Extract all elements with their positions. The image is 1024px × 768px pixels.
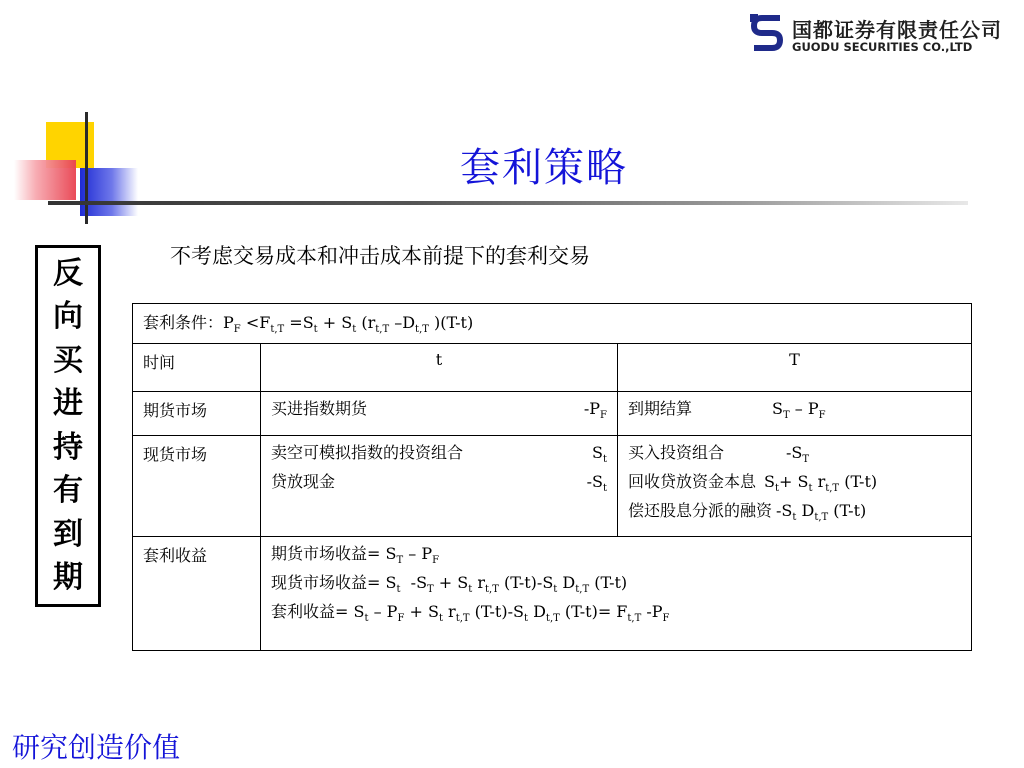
profit-line3-label: 套利收益= — [271, 601, 349, 621]
table-row-profit — [133, 536, 972, 650]
spot-T-value3: $-S_t$ $D_{t,T}$ (T-t) — [776, 501, 867, 524]
row-label-spot: 现货市场 — [133, 436, 261, 537]
futures-T-value: $S_T - P_F$ — [772, 399, 826, 422]
arbitrage-table — [132, 303, 972, 651]
futures-t-value: $-P_F$ — [583, 399, 607, 422]
company-logo-icon — [750, 14, 784, 52]
row-label-profit: 套利收益 — [133, 536, 261, 650]
spot-T-value2: $S_t+ S_t$ $r_{t,T}$ (T-t) — [764, 472, 878, 495]
futures-t-cell — [261, 392, 618, 436]
spot-T-line2: 回收贷放资金本息 — [628, 472, 757, 492]
futures-t-action: 买进指数期货 — [271, 399, 368, 418]
spot-t-value1: $S_t$ — [592, 443, 607, 466]
decorative-red-square — [14, 160, 76, 200]
company-name-cn: 国都证券有限责任公司 — [792, 18, 1002, 42]
table-row-time — [133, 344, 972, 392]
strategy-label-char: 期 — [53, 560, 83, 596]
strategy-label-char: 进 — [53, 386, 83, 422]
header-T: T — [618, 344, 972, 392]
spot-T-value1: $-S_T$ — [786, 443, 810, 466]
header-t: t — [261, 344, 618, 392]
spot-T-line1: 买入投资组合 — [628, 443, 725, 462]
profit-cell — [261, 536, 972, 650]
profit-line1-label: 期货市场收益= — [271, 543, 381, 563]
futures-T-cell — [618, 392, 972, 436]
futures-T-action: 到期结算 — [628, 399, 693, 418]
spot-T-line3: 偿还股息分派的融资 — [628, 501, 773, 521]
strategy-label-char: 有 — [53, 473, 83, 509]
condition-label: 套利条件： — [143, 313, 224, 332]
spot-t-line1: 卖空可模拟指数的投资组合 — [271, 443, 464, 462]
row-label-time: 时间 — [133, 344, 261, 392]
company-name-en: GUODU SECURITIES CO.,LTD — [792, 40, 973, 54]
table-row-condition — [133, 304, 972, 344]
profit-line2-label: 现货市场收益= — [271, 572, 381, 592]
spot-T-cell — [618, 436, 972, 537]
strategy-label-char: 反 — [53, 255, 83, 291]
strategy-label-char: 向 — [53, 299, 83, 335]
condition-formula: $P_F <F_{t,T} =S_t + S_t$ ($r_{t,T}$ $-D_{t,T}$ )(T-t) — [223, 313, 474, 336]
strategy-label-char: 持 — [53, 429, 83, 465]
spot-t-cell — [261, 436, 618, 537]
decorative-blue-square — [80, 168, 138, 216]
arbitrage-condition-cell — [133, 304, 972, 344]
strategy-label-box — [35, 245, 101, 607]
decorative-vertical-line — [85, 112, 88, 224]
spot-t-line2: 贷放现金 — [271, 472, 336, 492]
table-row-spot — [133, 436, 972, 537]
slide-title: 套利策略 — [460, 145, 628, 191]
profit-line3-formula: $S_t - P_F + S_t$ $r_{t,T}$ $(T-t)-S_t$ $D_{t,T}$ $(T-t)= F_{t,T}$ $-P_F$ — [348, 601, 670, 625]
table-row-futures — [133, 392, 972, 436]
slide-subtitle: 不考虑交易成本和冲击成本前提下的套利交易 — [170, 244, 590, 268]
title-underline-divider — [48, 201, 968, 205]
strategy-label-char: 到 — [53, 516, 83, 552]
company-logo — [750, 12, 1015, 56]
footer-slogan: 研究创造价值 — [12, 731, 181, 764]
spot-t-value2: $-S_t$ — [586, 472, 607, 495]
row-label-futures: 期货市场 — [133, 392, 261, 436]
profit-line2-formula: $S_t$ $-S_T + S_t$ $r_{t,T}$ $(T-t)-S_t$ $D_{t,T}$ (T-t) — [380, 572, 628, 595]
strategy-label-char: 买 — [53, 342, 83, 378]
profit-line1-formula: $S_T - P_F$ — [380, 543, 440, 566]
